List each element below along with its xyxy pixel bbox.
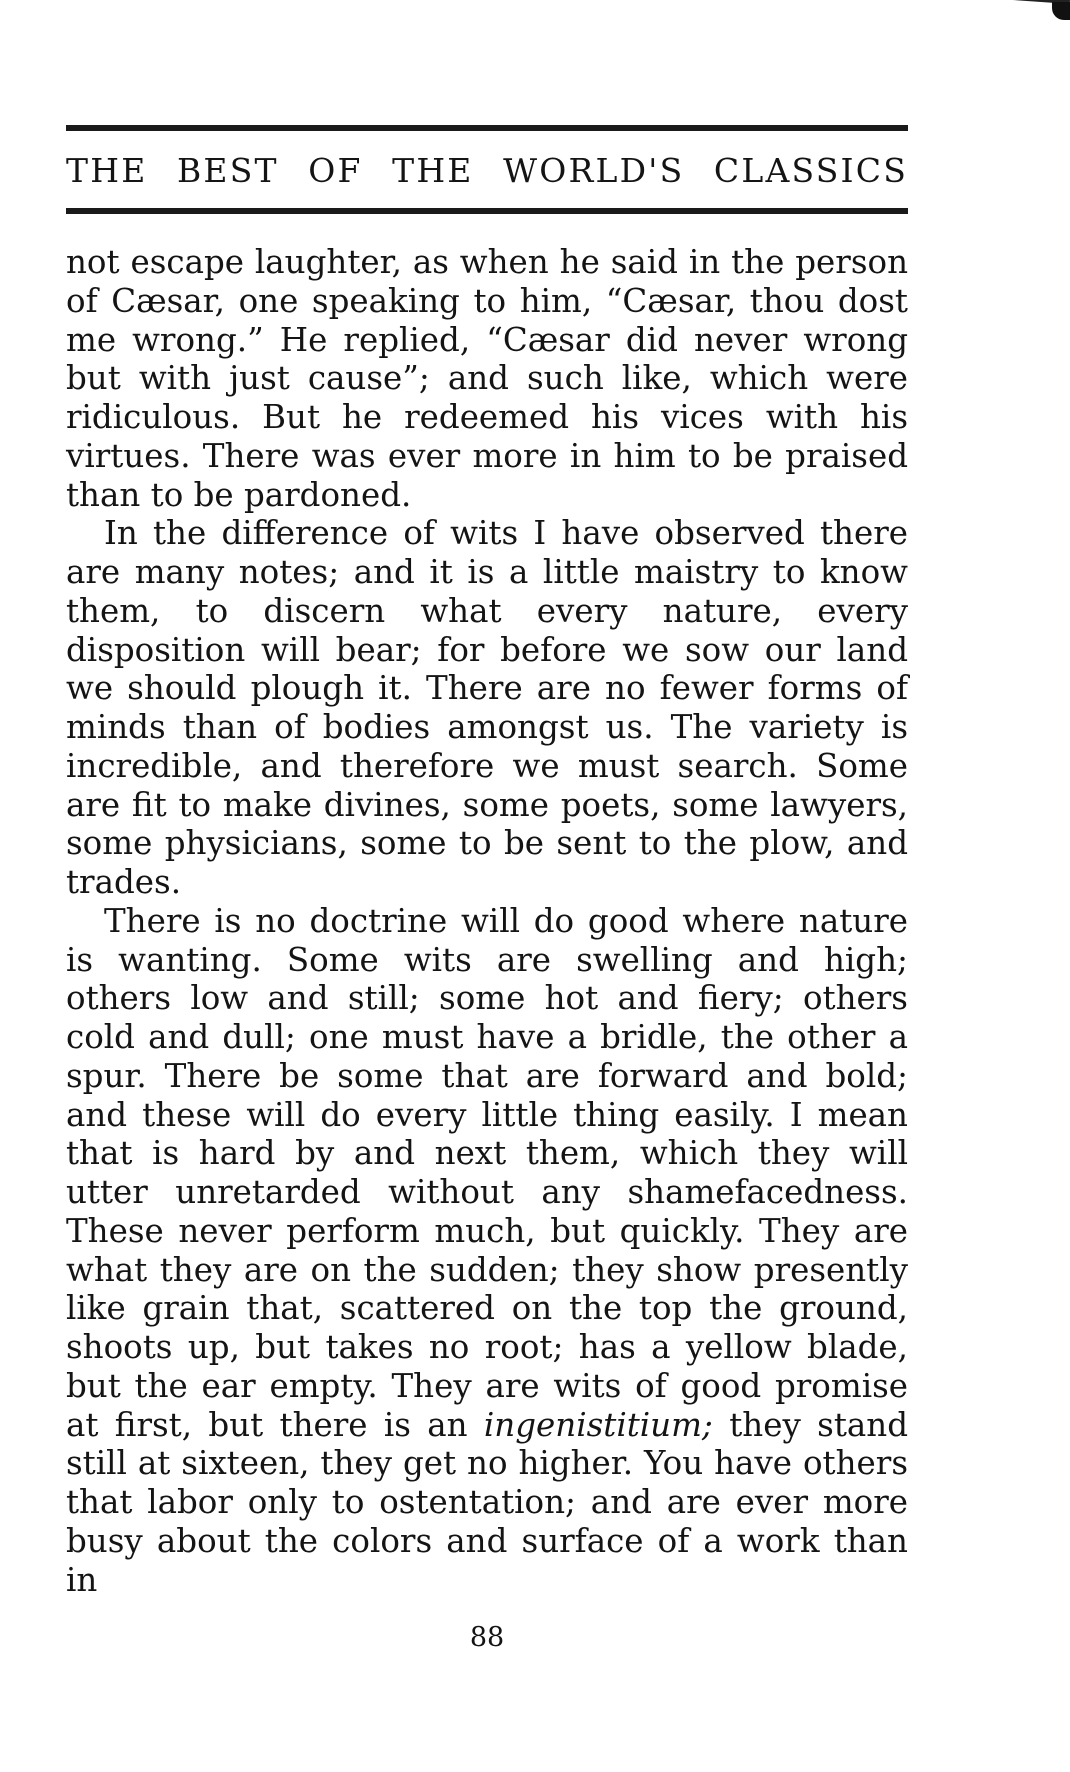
paragraph-3-part-1: There is no doctrine will do good where nature is wanting. Some wits are swelling and high; others low and still; some hot and fiery; others cold and dull; one must have a bridle, the other a spur. There be some that are forward and bold; and these will do every little thing easily. I mean that is hard by and next them, which they will utter unretarded without any shamefacedness. These never perform much, but quickly. They are what they are on the sudden; they show presently like grain that, scattered on the top the ground, shoots up, but takes no root; has a yellow blade, but the ear empty. They are wits of good promise at first, but there is an	[66, 901, 908, 1444]
paragraph-3	[66, 902, 908, 1600]
header-rule-bottom	[66, 208, 908, 214]
header-rule-top	[66, 125, 908, 131]
page-number: 88	[469, 1622, 505, 1653]
scan-corner-mark-tip	[1052, 2, 1070, 20]
paragraph-3-part-2: they stand still at sixteen, they get no higher. You have others that labor only to ostentation; and are ever more busy about the colors and surface of a work than in	[66, 1405, 908, 1599]
paragraph-1: not escape laughter, as when he said in the person of Cæsar, one speaking to him, “Cæsar, thou dost me wrong.” He replied, “Cæsar did never wrong but with just cause”; and such like, which were ridiculous. But he redeemed his vices with his virtues. There was ever more in him to be praised than to be pardoned.	[66, 243, 908, 514]
italic-term-ingenistitium: ingenistitium;	[483, 1405, 713, 1444]
paragraph-2: In the difference of wits I have observed there are many notes; and it is a little maistry to know them, to discern what every nature, every disposition will bear; for before we sow our land we should plough it. There are no fewer forms of minds than of bodies amongst us. The variety is incredible, and therefore we must search. Some are fit to make divines, some poets, some lawyers, some physicians, some to be sent to the plow, and trades.	[66, 514, 908, 901]
body-text	[66, 243, 908, 1599]
running-head-title: THE BEST OF THE WORLD'S CLASSICS	[66, 151, 908, 190]
book-page	[66, 0, 908, 1772]
